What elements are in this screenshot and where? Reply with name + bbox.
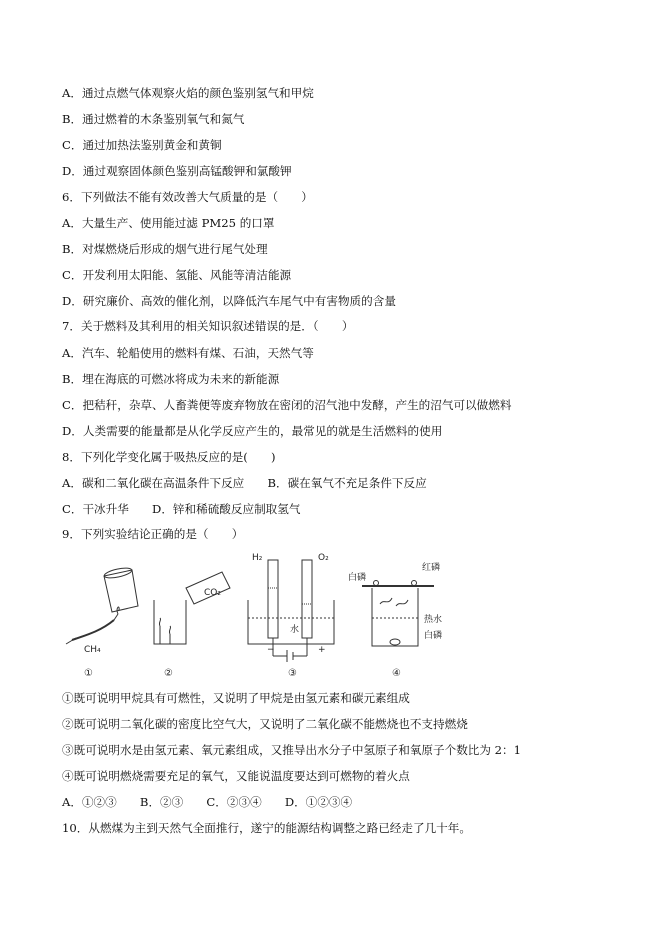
question-9-options: A．①②③ B．②③ C．②③④ D．①②③④ (62, 795, 353, 809)
experiment-1-diagram (66, 566, 138, 679)
question-7-stem: 7．关于燃料及其利用的相关知识叙述错误的是．（ ） (62, 319, 354, 333)
minus-label: − (267, 645, 275, 655)
text-line: B．埋在海底的可燃冰将成为未来的新能源 (62, 372, 280, 386)
question-10-stem: 10．从燃煤为主到天然气全面推行，遂宁的能源结构调整之路已经走了几十年。 (62, 821, 471, 835)
text-line: D．通过观察固体颜色鉴别高锰酸钾和氯酸钾 (62, 164, 292, 178)
text-line: D．研究廉价、高效的催化剂，以降低汽车尾气中有害物质的含量 (62, 294, 396, 308)
question-8-stem: 8．下列化学变化属于吸热反应的是( ) (62, 450, 276, 464)
experiment-4-diagram (348, 561, 442, 679)
statement-1: ①既可说明甲烷具有可燃性，又说明了甲烷是由氢元素和碳元素组成 (62, 691, 410, 705)
plus-label: + (318, 645, 326, 655)
figure-number-2: ② (164, 668, 173, 679)
text-line: B．通过燃着的木条鉴别氧气和氮气 (62, 112, 245, 126)
question-9-stem: 9．下列实验结论正确的是（ ） (62, 527, 244, 541)
white-phosphorus-label-1: 白磷 (348, 573, 367, 583)
statement-4: ④既可说明燃烧需要充足的氧气，又能说温度要达到可燃物的着火点 (62, 769, 410, 783)
text-line: D．人类需要的能量都是从化学反应产生的，最常见的就是生活燃料的使用 (62, 424, 443, 438)
white-phosphorus-label-2: 白磷 (424, 631, 443, 641)
water-label: 水 (290, 625, 300, 635)
text-line: A．汽车、轮船使用的燃料有煤、石油，天然气等 (62, 346, 314, 360)
figure-number-4: ④ (392, 668, 401, 679)
text-line: B．对煤燃烧后形成的烟气进行尾气处理 (62, 242, 268, 256)
question-6-stem: 6．下列做法不能有效改善大气质量的是（ ） (62, 190, 313, 204)
red-phosphorus-label: 红磷 (422, 563, 441, 573)
h2-label: H₂ (252, 553, 263, 563)
text-line: C．开发利用太阳能、氢能、风能等清洁能源 (62, 268, 292, 282)
text-line: C．通过加热法鉴别黄金和黄铜 (62, 138, 222, 152)
experiment-3-diagram (248, 553, 334, 679)
experiment-2-diagram (154, 572, 230, 679)
ch4-label: CH₄ (84, 645, 101, 655)
text-line: A．大量生产、使用能过滤 PM25 的口罩 (62, 216, 275, 230)
text-line: A．通过点燃气体观察火焰的颜色鉴别氢气和甲烷 (62, 86, 314, 100)
co2-label: CO₂ (204, 588, 221, 598)
statement-3: ③既可说明水是由氢元素、氧元素组成，又推导出水分子中氢原子和氧原子个数比为 2：1 (62, 743, 522, 757)
statement-2: ②既可说明二氧化碳的密度比空气大，又说明了二氧化碳不能燃烧也不支持燃烧 (62, 717, 468, 731)
o2-label: O₂ (318, 553, 329, 563)
hot-water-label: 热水 (424, 615, 443, 625)
figure-number-1: ① (84, 668, 93, 679)
text-line: A．碳和二氧化碳在高温条件下反应 B．碳在氧气不充足条件下反应 (62, 476, 427, 490)
text-line: C．把秸秆，杂草、人畜粪便等废弃物放在密闭的沼气池中发酵，产生的沼气可以做燃料 (62, 398, 512, 412)
figure-number-3: ③ (288, 668, 297, 679)
text-line: C．干冰升华 D．锌和稀硫酸反应制取氢气 (62, 502, 301, 516)
experiment-figure (62, 548, 602, 680)
